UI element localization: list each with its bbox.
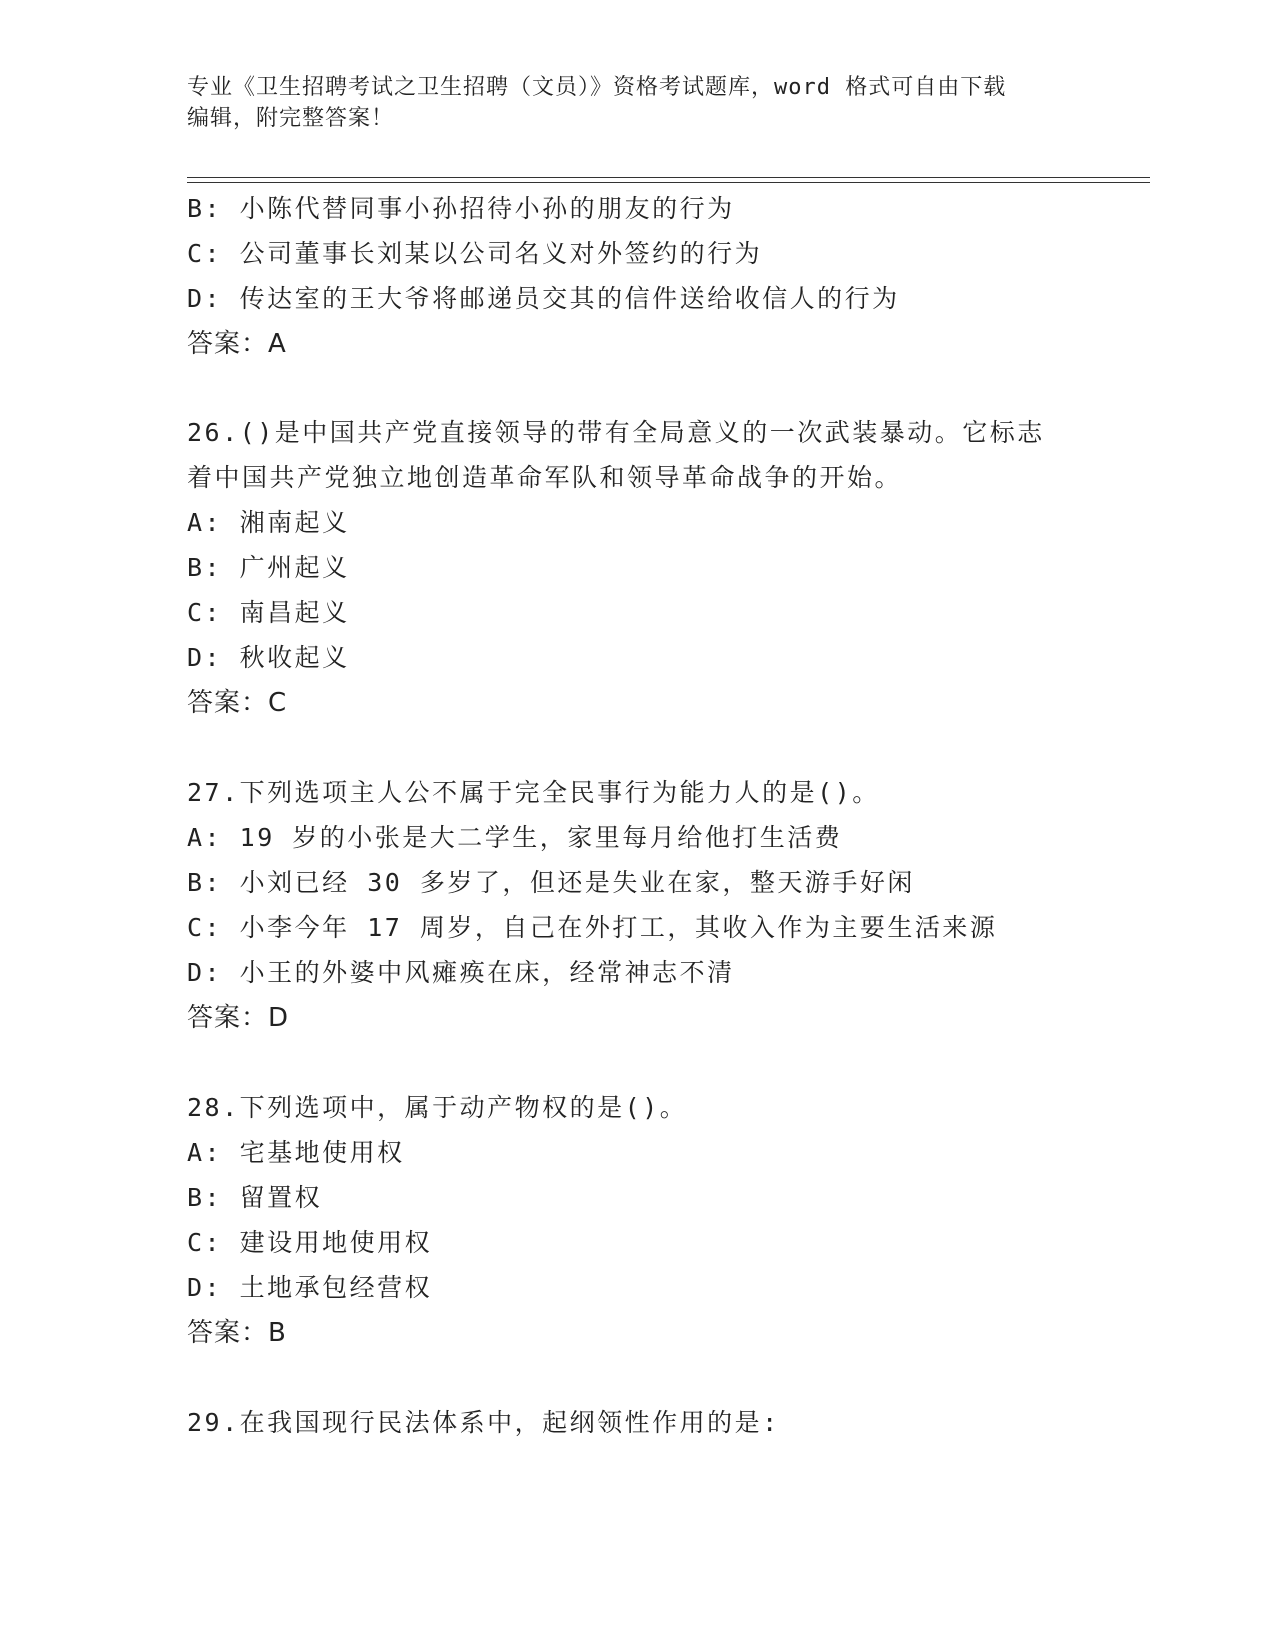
q28-stem: 28.下列选项中，属于动产物权的是()。 [187,1093,688,1122]
q26-option-d: D: 秋收起义 [187,643,350,672]
q27-option-b: B: 小刘已经 30 多岁了，但还是失业在家，整天游手好闲 [187,868,915,897]
q29-stem: 29.在我国现行民法体系中，起纲领性作用的是: [187,1408,780,1437]
q25-option-b: B: 小陈代替同事小孙招待小孙的朋友的行为 [187,194,735,223]
q28-option-a: A: 宅基地使用权 [187,1138,405,1167]
q27-option-a: A: 19 岁的小张是大二学生，家里每月给他打生活费 [187,823,843,852]
q26-option-b: B: 广州起义 [187,553,350,582]
q25-answer: 答案：A [187,329,287,359]
header-divider-top [187,177,1150,178]
q28-option-d: D: 土地承包经营权 [187,1273,433,1302]
q27-answer: 答案：D [187,1003,290,1033]
document-header [187,72,1087,134]
q26-option-c: C: 南昌起义 [187,598,350,627]
q26-answer: 答案：C [187,688,288,718]
header-line-1: 专业《卫生招聘考试之卫生招聘（文员）》资格考试题库，word 格式可自由下载 [187,75,1007,100]
q28-option-c: C: 建设用地使用权 [187,1228,433,1257]
q27-option-c: C: 小李今年 17 周岁，自己在外打工，其收入作为主要生活来源 [187,913,998,942]
q26-stem-line-1: 26.()是中国共产党直接领导的带有全局意义的一次武装暴动。它标志 [187,418,1045,447]
header-line-2: 编辑，附完整答案！ [187,106,395,131]
q28-answer: 答案：B [187,1318,287,1348]
header-divider-bottom [187,182,1150,183]
q27-option-d: D: 小王的外婆中风瘫痪在床，经常神志不清 [187,958,735,987]
q27-stem: 27.下列选项主人公不属于完全民事行为能力人的是()。 [187,778,880,807]
q26-stem-line-2: 着中国共产党独立地创造革命军队和领导革命战争的开始。 [187,463,903,492]
q26-option-a: A: 湘南起义 [187,508,350,537]
q25-option-c: C: 公司董事长刘某以公司名义对外签约的行为 [187,239,763,268]
q28-option-b: B: 留置权 [187,1183,323,1212]
q25-option-d: D: 传达室的王大爷将邮递员交其的信件送给收信人的行为 [187,284,900,313]
